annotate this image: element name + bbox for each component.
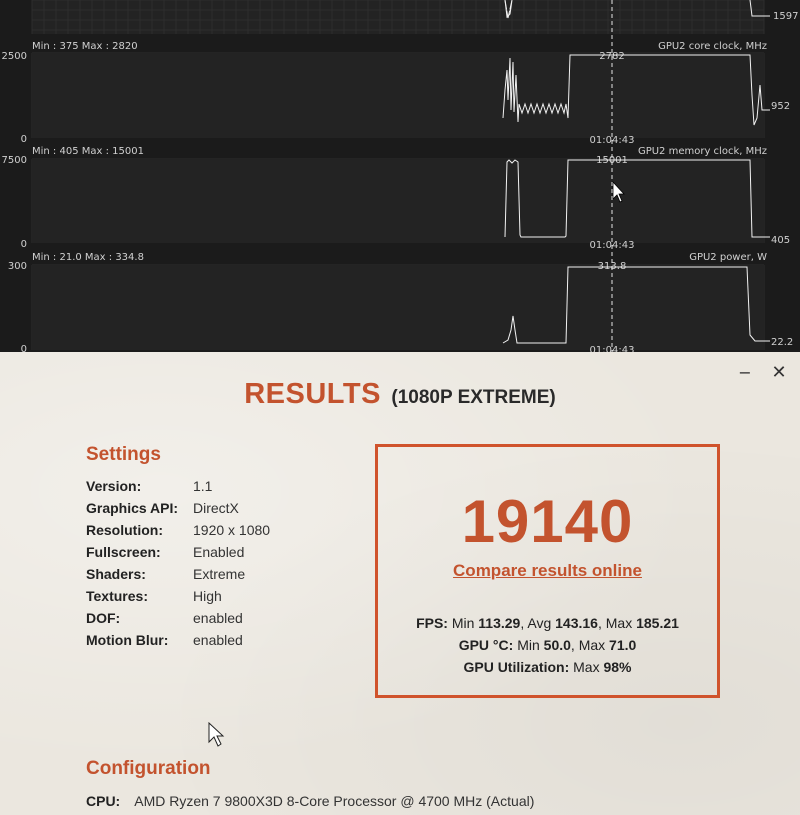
cpu-value: AMD Ryzen 7 9800X3D 8-Core Processor @ 4700 MHz (Actual): [134, 793, 535, 809]
settings-value: High: [193, 588, 222, 604]
last-value-1: 952: [771, 101, 791, 112]
settings-key: Motion Blur:: [86, 632, 169, 648]
time-1: 01:04:43: [589, 135, 635, 146]
label-2: GPU2 memory clock, MHz: [637, 146, 767, 157]
compare-results-link[interactable]: Compare results online: [453, 561, 642, 580]
marker-value-3: 313.8: [597, 261, 627, 272]
marker-value-1: 2782: [599, 51, 625, 62]
fps-stats: FPS: Min 113.29, Avg 143.16, Max 185.21: [416, 615, 679, 631]
settings-value: enabled: [193, 610, 243, 626]
settings-value: Extreme: [193, 566, 246, 582]
mouse-cursor-icon: [208, 722, 226, 748]
label-1: GPU2 core clock, MHz: [658, 41, 767, 52]
graph-panel-core-clock: [2, 41, 791, 146]
marker-value-2: 15001: [596, 155, 628, 166]
settings-value: enabled: [193, 632, 243, 648]
time-2: 01:04:43: [589, 240, 635, 251]
settings-value: 1920 x 1080: [193, 522, 271, 538]
minimize-button[interactable]: −: [738, 363, 752, 382]
gpu-utilization-stats: GPU Utilization: Max 98%: [463, 659, 632, 675]
settings-key: Resolution:: [86, 522, 163, 538]
minmax-1: Min : 375 Max : 2820: [32, 41, 138, 52]
settings-key: Version:: [86, 478, 142, 494]
settings-key: Textures:: [86, 588, 148, 604]
settings-key: Shaders:: [86, 566, 146, 582]
settings-key: DOF:: [86, 610, 121, 626]
results-title-preset: (1080P EXTREME): [391, 387, 556, 408]
ymax-1: 2500: [1, 51, 27, 62]
settings-value: DirectX: [193, 500, 239, 516]
minmax-2: Min : 405 Max : 15001: [32, 146, 144, 157]
minmax-3: Min : 21.0 Max : 334.8: [32, 252, 144, 263]
results-title: [0, 378, 800, 411]
close-button[interactable]: ✕: [771, 362, 787, 383]
time-3: 01:04:43: [589, 345, 635, 352]
last-value-0: 1597: [773, 11, 799, 22]
hardware-monitor-graphs: [0, 0, 800, 352]
score-panel: [375, 444, 720, 698]
benchmark-score: 19140: [461, 488, 634, 555]
settings-value: 1.1: [193, 478, 213, 494]
ymax-2: 7500: [1, 155, 27, 166]
cpu-row: [86, 793, 534, 809]
results-title-main: RESULTS: [244, 378, 381, 410]
ymax-3: 300: [7, 261, 27, 272]
last-value-3: 22.2: [771, 337, 794, 348]
settings-value: Enabled: [193, 544, 245, 560]
ymin-2: 0: [20, 239, 27, 250]
settings-key: Graphics API:: [86, 500, 179, 516]
ymin-1: 0: [20, 134, 27, 145]
configuration-heading: Configuration: [86, 758, 211, 779]
gpu-temp-stats: GPU °C: Min 50.0, Max 71.0: [458, 637, 637, 653]
graph-panel-partial: [32, 0, 798, 34]
settings-heading: Settings: [86, 444, 161, 465]
compare-link-row: [378, 561, 717, 581]
last-value-2: 405: [771, 235, 791, 246]
ymin-3: 0: [20, 344, 27, 352]
cpu-label: CPU:: [86, 793, 121, 809]
label-3: GPU2 power, W: [689, 252, 767, 263]
settings-key: Fullscreen:: [86, 544, 161, 560]
graph-panel-memory-clock: [2, 146, 791, 251]
results-window: [0, 352, 800, 815]
monitor-graphs-svg: [0, 0, 800, 352]
